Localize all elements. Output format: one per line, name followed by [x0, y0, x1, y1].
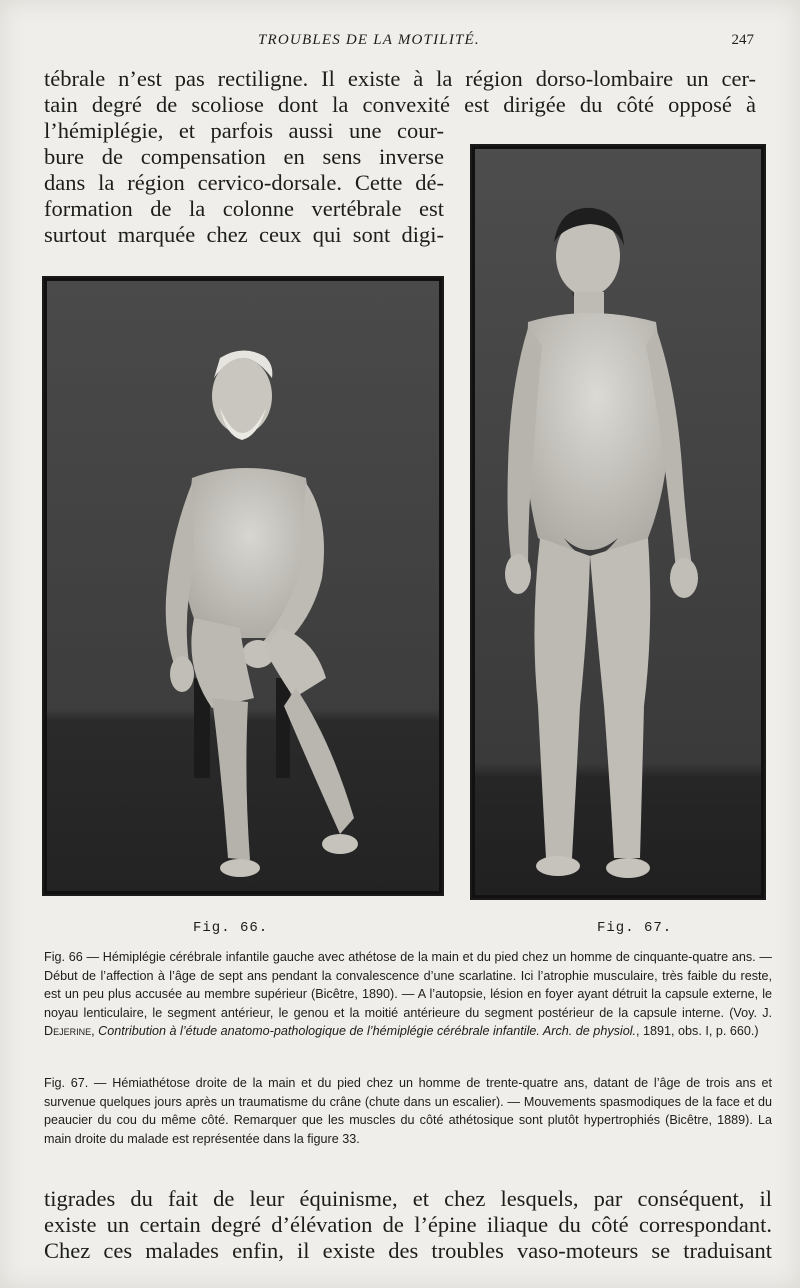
body-line: formation de la colonne vertébrale est — [44, 196, 444, 221]
running-head: TROUBLES DE LA MOTILITÉ. — [258, 32, 480, 48]
figure-67-photograph — [470, 144, 766, 900]
body-line: l’hémiplégie, et parfois aussi une cour- — [44, 118, 444, 143]
body-line: surtout marquée chez ceux qui sont digi- — [44, 222, 444, 247]
caption-66-author: Dejerine — [44, 1024, 92, 1039]
figure-67-caption: Fig. 67. — Hémiathétose droite de la main et du pied chez un homme de trente-quatre ans, datant de l’âge de trois ans et survenue quelques jours après un traumatisme du crâne (chute dans un escalier). — Mouvements spasmodiques de la face et du peaucier du cou du même côté. Remarquer que les muscles du côté athétosique sont plutôt hypertrophiés (Bicêtre, 1889). La main droite du malade est représentée dans la figure 33. — [44, 1076, 772, 1146]
page-number: 247 — [731, 32, 754, 48]
body-line: Chez ces malades enfin, il existe des troubles vaso-moteurs se traduisant — [44, 1238, 772, 1263]
figure-66-label: Fig. 66. — [193, 920, 269, 936]
body-line: tigrades du fait de leur équinisme, et chez lesquels, par conséquent, il — [44, 1186, 772, 1211]
body-line: bure de compensation en sens inverse — [44, 144, 444, 169]
caption-66-text: Fig. 66 — Hémiplégie cérébrale infantile gauche avec athétose de la main et du pied chez un homme de cinquante-quatre ans. — Début de l’affection à l’âge de sept ans pendant la convalescence d’une scarlatine. Ici l’atrophie musculaire, très faible du reste, est un peu plus accusée au membre supérieur (Bicêtre, 1890). — A l’autopsie, lésion en foyer ayant détruit la capsule externe, le noyau lenticulaire, le segment antérieur, le genou et la moitié antérieure du segment postérieur de la capsule interne. (Voy. J. — [44, 950, 772, 1020]
caption-66-tail: , 1891, obs. I, p. 660.) — [636, 1024, 759, 1039]
figure-66-caption: Fig. 66 — Hémiplégie cérébrale infantile gauche avec athétose de la main et du pied chez un homme de cinquante-quatre ans. — Début de l’affection à l’âge de sept ans pendant la convalescence d’une scarlatine. Ici l’atrophie musculaire, très faible du reste, est un peu plus accusée au membre supérieur (Bicêtre, 1890). — A l’autopsie, lésion en foyer ayant détruit la capsule externe, le noyau lenticulaire, le segment antérieur, le genou et la moitié antérieure du segment postérieur de la capsule interne. (Voy. J. Dejerine, Contribution à l’étude anatomo-pathologique de l’hémiplégie cérébrale infantile. Arch. de physiol., 1891, obs. I, p. 660.) — [44, 950, 772, 1039]
body-line: dans la région cervico-dorsale. Cette dé- — [44, 170, 444, 195]
body-line: existe un certain degré d’élévation de l’épine iliaque du côté correspondant. — [44, 1212, 772, 1237]
figure-66-photograph — [42, 276, 444, 896]
caption-66-title: Contribution à l’étude anatomo-pathologique de l’hémiplégie cérébrale infantile. Arch. de physiol. — [98, 1024, 637, 1039]
body-line: tébrale n’est pas rectiligne. Il existe à la région dorso-lombaire un cer- — [44, 66, 756, 91]
figure-67-label: Fig. 67. — [597, 920, 673, 936]
body-line: tain degré de scoliose dont la convexité est dirigée du côté opposé à — [44, 92, 756, 117]
